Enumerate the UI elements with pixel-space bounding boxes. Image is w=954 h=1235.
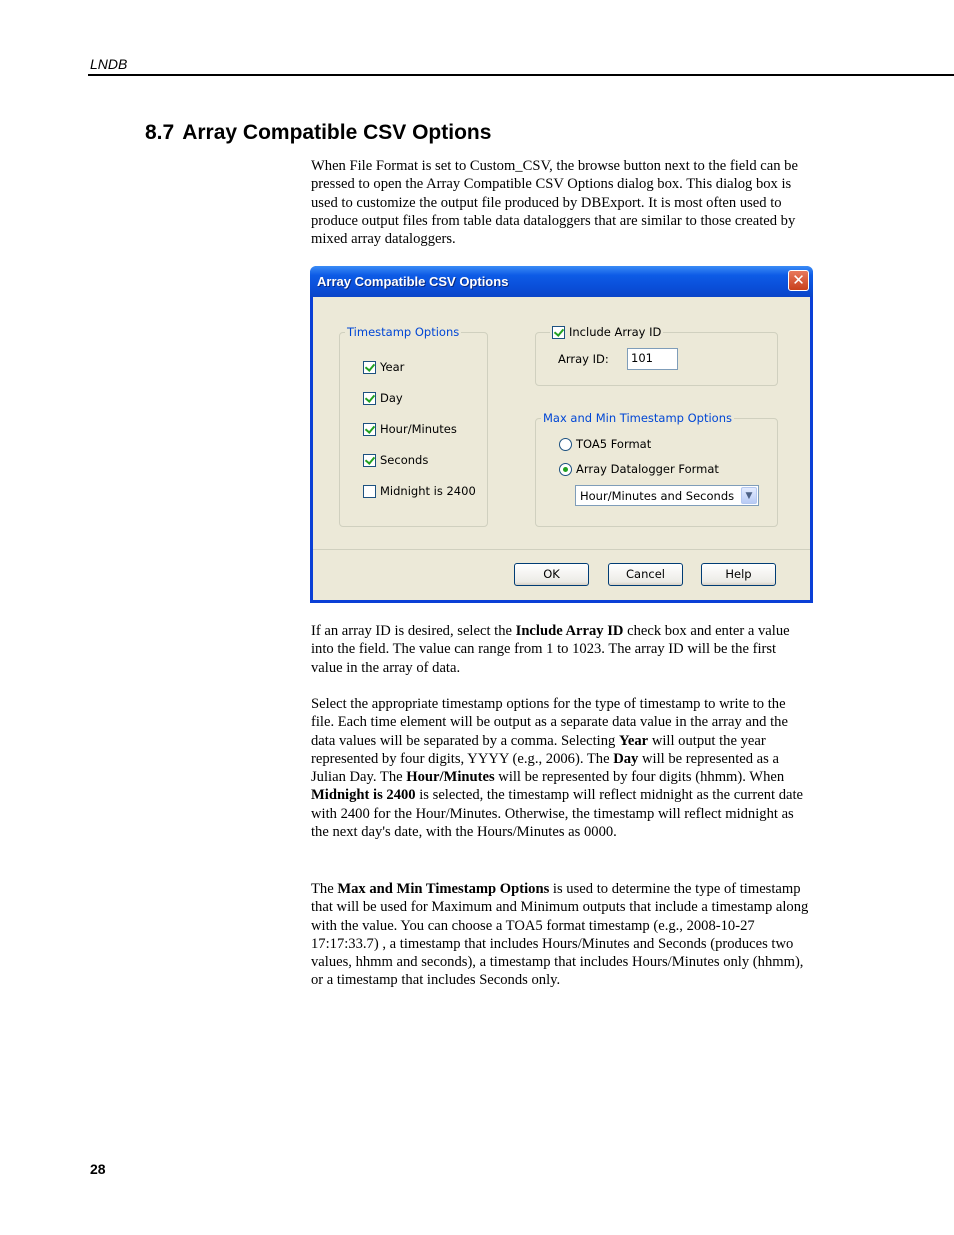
timestamp-format-dropdown[interactable] (575, 485, 759, 506)
year-checkbox-row[interactable] (363, 360, 404, 374)
text-run: check box and enter a value into the field. The value can range from 1 to 1023. The array ID will be the first value in the array of data. (311, 623, 790, 676)
array-datalogger-format-radio[interactable] (559, 463, 572, 476)
chevron-down-icon[interactable]: ▼ (741, 487, 757, 504)
bold-term: Hour/Minutes (406, 769, 495, 786)
array-datalogger-format-radio-row[interactable] (559, 462, 719, 476)
timestamp-format-value: Hour/Minutes and Seconds (580, 489, 735, 503)
day-checkbox[interactable] (363, 392, 376, 405)
text-run: will be represented as a Julian Day. The (311, 750, 779, 786)
text-run: The (311, 881, 338, 897)
array-datalogger-format-label: Array Datalogger Format (576, 462, 719, 476)
dialog-titlebar (310, 266, 813, 297)
include-array-id-label: Include Array ID (569, 325, 662, 339)
section-heading (145, 121, 491, 145)
hour-minutes-checkbox[interactable] (363, 423, 376, 436)
bold-term: Include Array ID (515, 623, 624, 639)
running-head: LNDB (90, 56, 128, 72)
array-id-input[interactable]: 101 (627, 348, 678, 370)
year-checkbox[interactable] (363, 361, 376, 374)
day-label: Day (380, 391, 403, 405)
seconds-checkbox-row[interactable] (363, 453, 428, 467)
timestamp-options-legend: Timestamp Options (347, 325, 460, 339)
midnight-2400-label: Midnight is 2400 (380, 484, 476, 498)
text-run: will output the year represented by four digits, YYYY (e.g., 2006). The (311, 732, 766, 767)
seconds-checkbox[interactable] (363, 454, 376, 467)
section-number: 8.7 (145, 121, 175, 144)
array-id-label: Array ID: (558, 352, 609, 366)
text-run: is selected, the timestamp will reflect midnight as the current date with 2400 for the Hour/Minutes. Otherwise, the timestamp will reflect midnight as the next day's date, with the Hours/Minutes as 0000. (311, 787, 804, 841)
year-label: Year (380, 360, 405, 374)
hour-minutes-label: Hour/Minutes (380, 422, 457, 436)
midnight-2400-checkbox[interactable] (363, 485, 376, 498)
include-array-id-row[interactable] (550, 325, 663, 339)
max-min-timestamp-legend: Max and Min Timestamp Options (543, 411, 733, 425)
cancel-button[interactable]: Cancel (608, 563, 683, 586)
max-min-paragraph (311, 880, 811, 990)
dialog-separator (313, 549, 810, 550)
csv-options-dialog (310, 266, 813, 603)
header-rule (88, 74, 954, 76)
text-run: is used to determine the type of timestamp that will be used for Maximum and Minimum outputs that include a timestamp along with the value. You can choose a TOA5 format timestamp (e.g., 2008-10-27 17:17:33.7) , a timestamp that includes Hours/Minutes and Seconds (produces two values, hhmm and seconds), a timestamp that includes Hours/Minutes only (hhmm), or a timestamp that includes Seconds only. (311, 881, 809, 989)
array-id-paragraph (311, 622, 811, 677)
close-icon[interactable]: ✕ (788, 270, 809, 291)
bold-term: Year (618, 732, 649, 749)
section-title: Array Compatible CSV Options (182, 121, 492, 144)
ok-button[interactable]: OK (514, 563, 589, 586)
midnight-2400-checkbox-row[interactable] (363, 484, 476, 498)
bold-term: Day (613, 750, 639, 767)
toa5-format-radio-row[interactable] (559, 437, 651, 451)
timestamp-options-paragraph (311, 695, 811, 841)
text-run: Select the appropriate timestamp options for the type of timestamp to write to the file. Each time element will be output as a separate data value in the array and the data values will be separated by a comma. Selecting (311, 696, 788, 749)
bold-term: Max and Min Timestamp Options (337, 881, 550, 897)
bold-term: Midnight is 2400 (311, 787, 416, 804)
seconds-label: Seconds (380, 453, 429, 467)
hour-minutes-checkbox-row[interactable] (363, 422, 457, 436)
intro-paragraph: When File Format is set to Custom_CSV, the browse button next to the field can be pressed to open the Array Compatible CSV Options dialog box. This dialog box is used to customize the output file produced by DBExport. It is most often used to produce output files from table data dataloggers that are similar to those created by mixed array dataloggers. (311, 158, 798, 248)
text-run: If an array ID is desired, select the (311, 623, 516, 639)
help-button[interactable]: Help (701, 563, 776, 586)
text-run: will be represented by four digits (hhmm). When (494, 769, 785, 786)
toa5-format-label: TOA5 Format (576, 437, 652, 451)
dialog-client-area (313, 297, 810, 600)
toa5-format-radio[interactable] (559, 438, 572, 451)
dialog-title: Array Compatible CSV Options (317, 274, 509, 289)
page-number: 28 (90, 1161, 106, 1177)
day-checkbox-row[interactable] (363, 391, 403, 405)
include-array-id-checkbox[interactable] (552, 326, 565, 339)
